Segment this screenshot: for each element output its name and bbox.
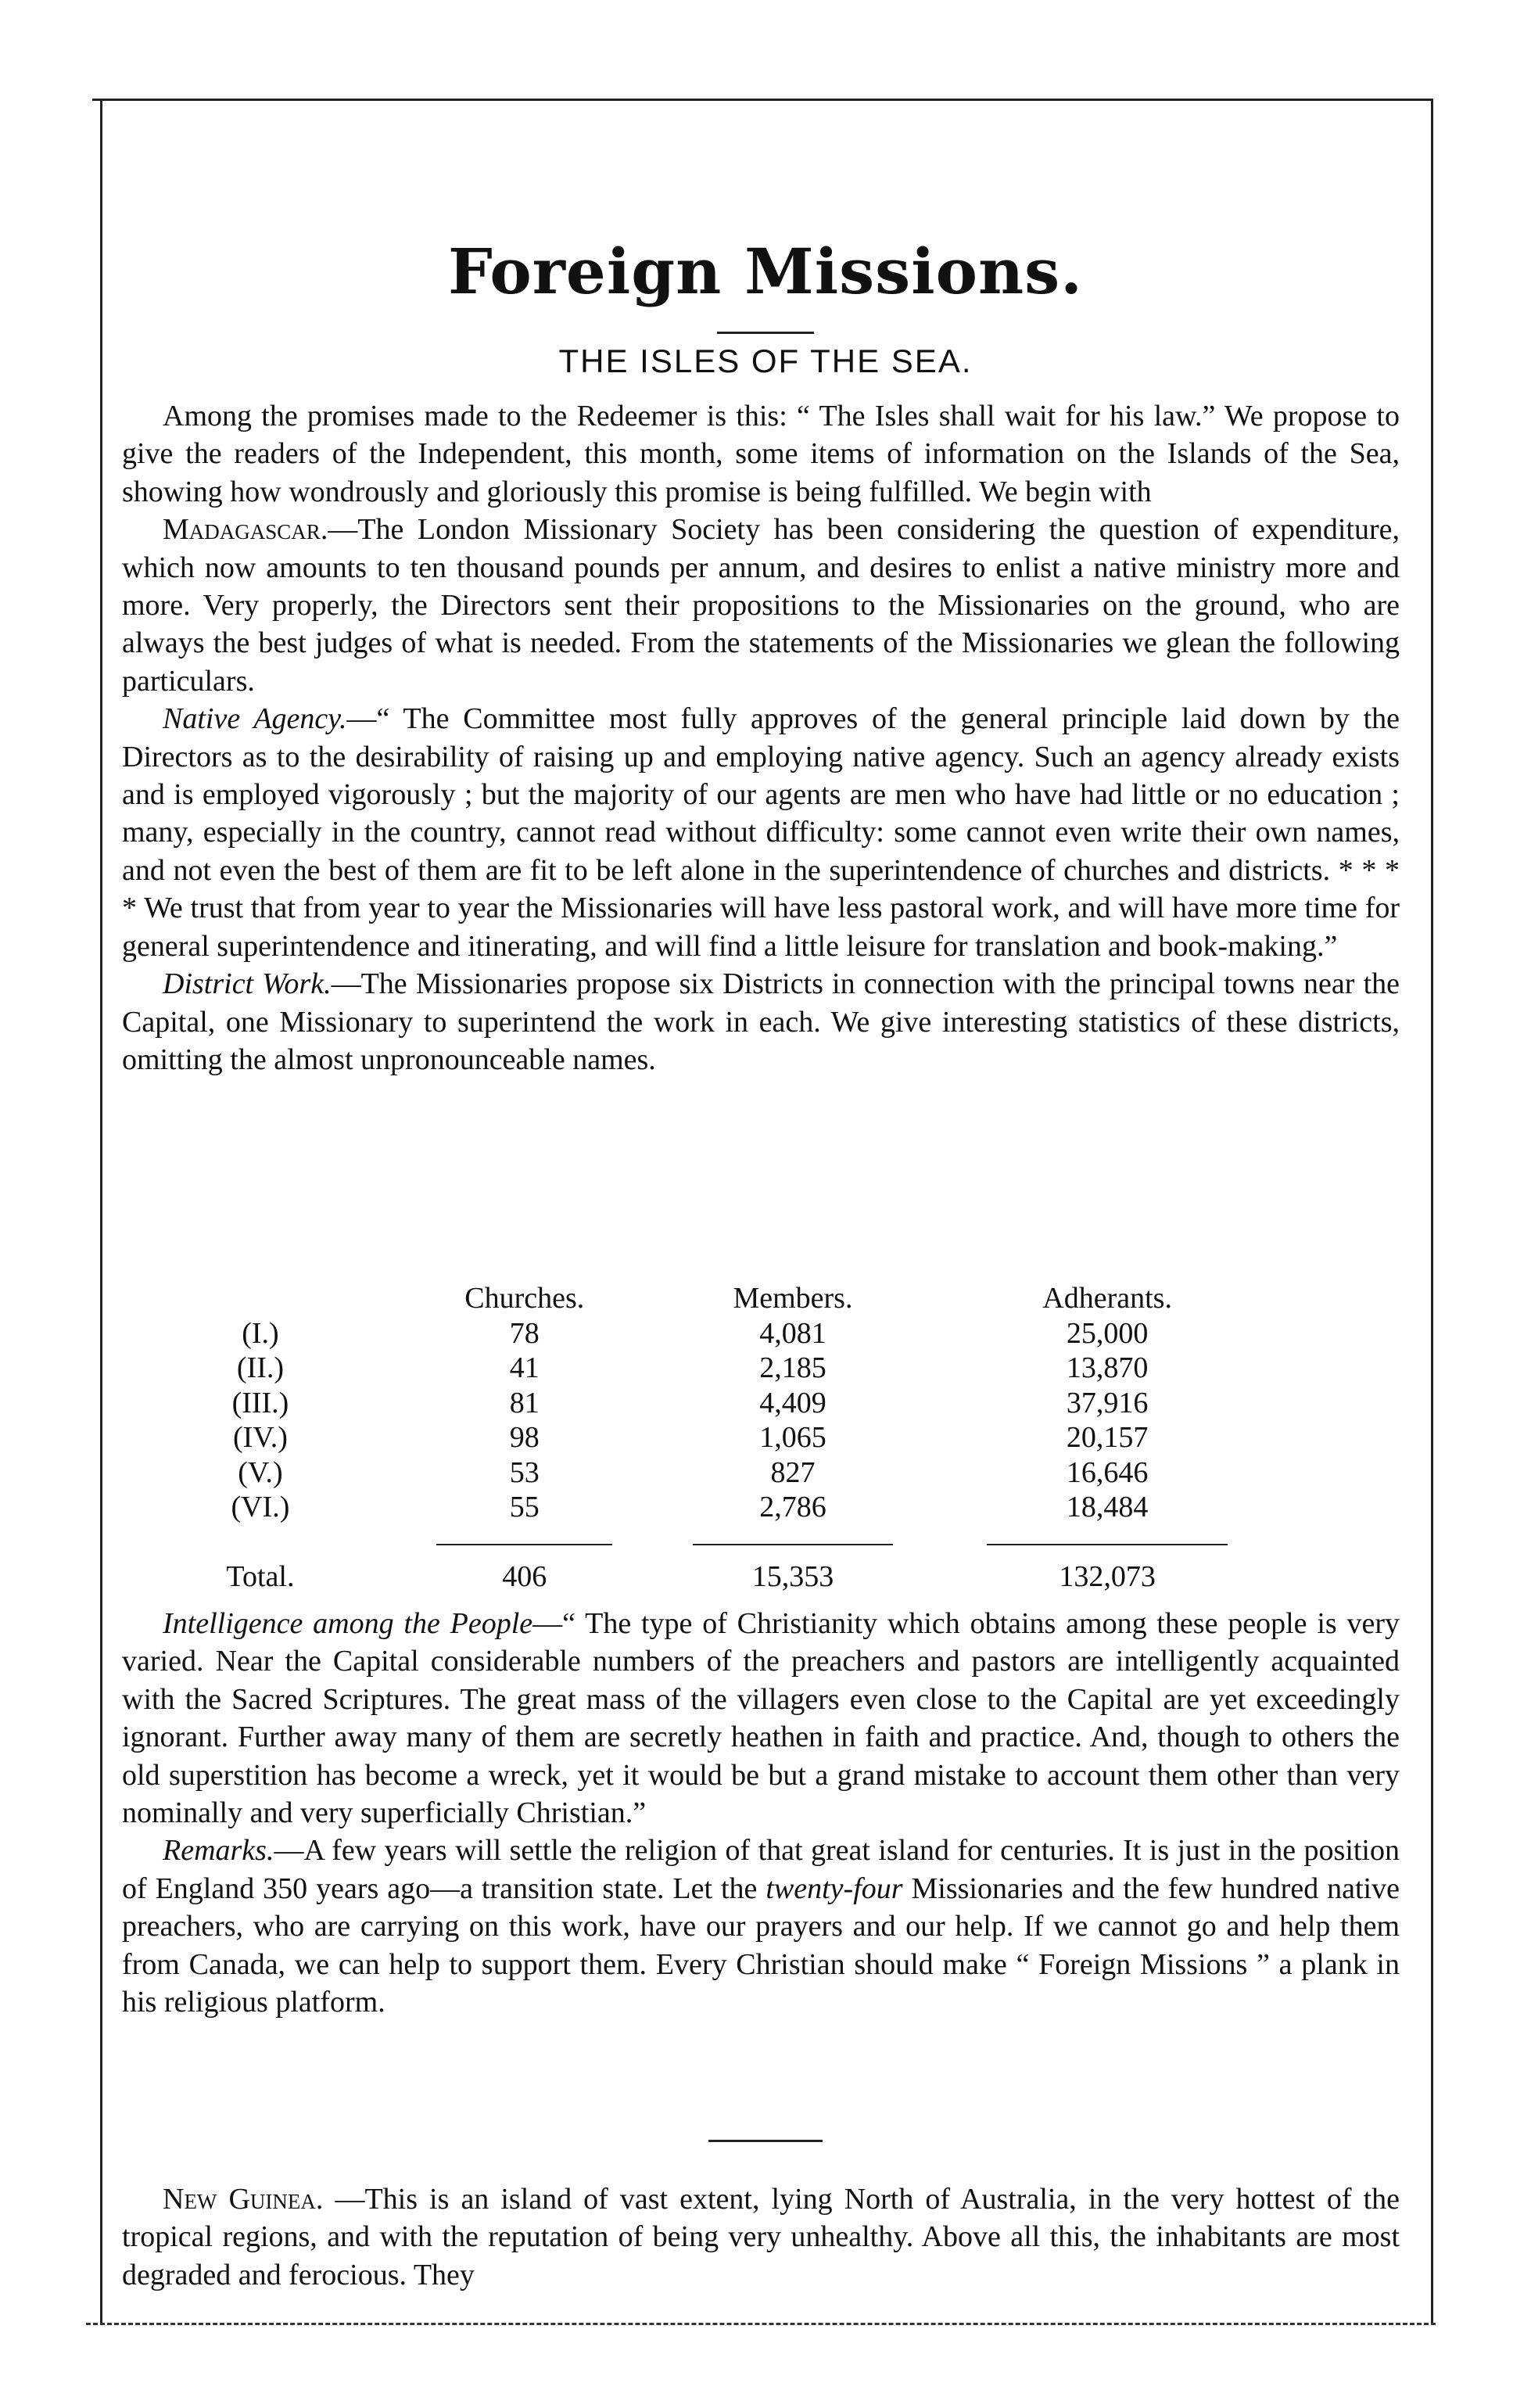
remarks-text-after: Missionaries and the few hundred native preachers, who are carrying on this work, have our prayers and our help. If we cannot go and help them from Canada, we can help to support them. Every Christian should make “ Foreign Missions ” a plank in his religious platform. <box>122 1871 1400 2019</box>
adherants-cell: 13,870 <box>1066 1351 1149 1384</box>
table-header-adherants: Adherants. <box>1042 1282 1172 1315</box>
intro-paragraph: Among the promises made to the Redeemer is this: “ The Isles shall wait for his law.” We propose to give the readers of the Independent, this month, some items of information on the Islands of the Sea, showing how wondrously and gloriously this promise is being fulfilled. We begin with <box>122 400 1400 508</box>
new-guinea-paragraph <box>122 2180 1400 2294</box>
members-cell: 4,081 <box>759 1316 826 1350</box>
adherants-cell: 20,157 <box>1066 1421 1149 1454</box>
churches-cell: 78 <box>509 1316 540 1350</box>
adherants-total: 132,073 <box>1059 1560 1156 1593</box>
row-label: (VI.) <box>231 1491 290 1523</box>
table-header-row <box>122 1281 1279 1316</box>
table-header-label <box>122 1281 399 1316</box>
row-label: (I.) <box>242 1316 279 1350</box>
remarks-text-before: —A few years will settle the religion of that great island for centuries. It is just in the position of England 350 years ago—a transition state. Let the <box>122 1834 1400 1905</box>
native-agency-text: —“ The Committee most fully approves of the general principle laid down by the Directors as to the desirability of raising up and employing native agency. Such an agency already exists and is employed vigorously ; but the majority of our agents are men who have had little or no education ; many, especially in the country, cannot read without difficulty: some cannot even write their own names, and not even the best of them are fit to be left alone in the superintendence of churches and districts. * * * * We trust that from year to year the Missionaries will have less pastoral work, and will have more time for general superintendence and itinerating, and will find a little leisure for translation and book-making.” <box>122 702 1400 963</box>
churches-sum-rule <box>436 1544 612 1545</box>
table-row <box>122 1490 1279 1525</box>
members-cell: 1,065 <box>759 1421 826 1454</box>
sum-rule-row <box>122 1525 1279 1560</box>
adherants-cell: 18,484 <box>1066 1491 1149 1523</box>
district-statistics-table <box>122 1281 1279 1595</box>
article-title: THE ISLES OF THE SEA. <box>558 343 973 379</box>
table-row <box>122 1351 1279 1386</box>
native-agency-paragraph <box>122 700 1400 965</box>
article-body-top <box>122 397 1400 1078</box>
remarks-emphasis: twenty-four <box>766 1871 903 1905</box>
madagascar-label: Madagascar. <box>163 513 328 547</box>
madagascar-text: —The London Missionary Society has been considering the question of expenditure, which now amounts to ten thousand pounds per annum, and desires to enlist a native ministry more and more. Very properly, the Directors sent their propositions to the Missionaries on the ground, who are always the best judges of what is needed. From the statements of the Missionaries we glean the following particulars. <box>122 513 1400 698</box>
heading-divider <box>717 332 814 334</box>
churches-cell: 41 <box>509 1351 540 1384</box>
page-border-bottom <box>86 2323 1436 2325</box>
total-label: Total. <box>226 1560 295 1593</box>
churches-total: 406 <box>502 1560 547 1593</box>
table-header-churches: Churches. <box>464 1282 585 1315</box>
native-agency-label: Native Agency. <box>163 702 347 736</box>
table-header-members: Members. <box>733 1282 853 1315</box>
row-label: (II.) <box>236 1351 285 1384</box>
page-border-right <box>1431 99 1433 2323</box>
district-work-text: —The Missionaries propose six Districts in connection with the principal towns near the Capital, one Missionary to superintend the work in each. We give interesting statistics of these districts, omitting the almost unpronounceable names. <box>122 967 1400 1076</box>
row-label: (IV.) <box>232 1421 288 1454</box>
page-border-top <box>92 99 1431 101</box>
churches-cell: 98 <box>509 1421 540 1454</box>
table-total-row <box>122 1559 1279 1595</box>
members-sum-rule <box>693 1544 892 1545</box>
row-label: (III.) <box>231 1386 289 1419</box>
intelligence-paragraph <box>122 1605 1400 1832</box>
district-work-label: District Work. <box>163 967 332 1001</box>
intelligence-text: —“ The type of Christianity which obtains among these people is very varied. Near the Capital considerable numbers of the preachers and pastors are intelligently acquainted with the Sacred Scriptures. The great mass of the villagers even close to the Capital are yet exceedingly ignorant. Further away many of them are secretly heathen in faith and practice. And, though to others the old superstition has become a wreck, yet it would be but a grand mistake to account them other than very nominally and very superficially Christian.” <box>122 1607 1400 1830</box>
section-divider <box>708 2140 823 2142</box>
new-guinea-section <box>122 2180 1400 2294</box>
intelligence-label: Intelligence among the People <box>163 1607 533 1640</box>
table-row <box>122 1316 1279 1351</box>
district-work-paragraph <box>122 965 1400 1078</box>
adherants-cell: 37,916 <box>1066 1386 1149 1419</box>
page-border-left <box>100 99 102 2323</box>
article-body-bottom <box>122 1605 1400 2021</box>
table-row <box>122 1386 1279 1421</box>
table-row <box>122 1420 1279 1455</box>
members-cell: 2,185 <box>759 1351 826 1384</box>
section-heading: Foreign Missions. <box>448 235 1083 308</box>
adherants-cell: 16,646 <box>1066 1455 1149 1489</box>
members-cell: 2,786 <box>759 1491 826 1523</box>
churches-cell: 55 <box>509 1491 540 1523</box>
madagascar-paragraph <box>122 511 1400 700</box>
churches-cell: 81 <box>509 1386 540 1419</box>
churches-cell: 53 <box>509 1455 540 1489</box>
new-guinea-text: —This is an island of vast extent, lying North of Australia, in the very hottest of the tropical regions, and with the reputation of being very unhealthy. Above all this, the inhabitants are most degraded and ferocious. They <box>122 2183 1400 2291</box>
members-total: 15,353 <box>751 1560 834 1593</box>
members-cell: 4,409 <box>759 1386 826 1419</box>
members-cell: 827 <box>770 1455 816 1489</box>
remarks-paragraph <box>122 1832 1400 2021</box>
table-row <box>122 1455 1279 1491</box>
new-guinea-label: New Guinea. <box>163 2183 324 2216</box>
remarks-label: Remarks. <box>163 1834 274 1868</box>
adherants-cell: 25,000 <box>1066 1316 1149 1350</box>
row-label: (V.) <box>238 1455 283 1489</box>
adherants-sum-rule <box>987 1544 1228 1545</box>
